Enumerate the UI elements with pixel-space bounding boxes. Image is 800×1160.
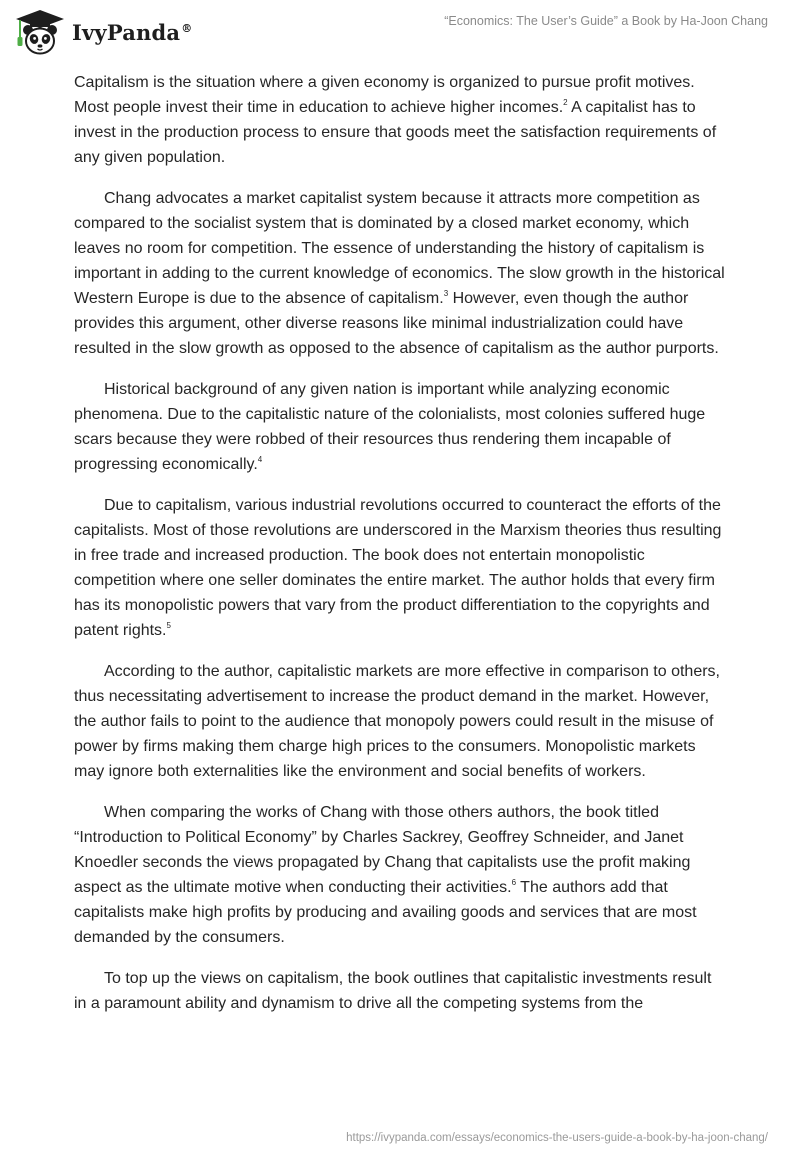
paragraph: Historical background of any given nation is important while analyzing economic phenomena. Due to the capitalistic nature of the colonialists, most colonies suffered huge scars because they were robbed of their resources thus rendering them incapable of progressing economically.$^4$ (74, 381, 706, 473)
paragraph: Due to capitalism, various industrial revolutions occurred to counteract the efforts of the capitalists. Most of those revolutions are underscored in the Marxism theories thus resulting in free trade and increased production. The book does not entertain monopolistic competition where one seller dominates the entire market. The author holds that every firm has its monopolistic powers that vary from the product differentiation to the copyrights and patent rights.$^5$ (74, 497, 722, 639)
source-url-link[interactable]: https://ivypanda.com/essays/economics-the-users-guide-a-book-by-ha-joon-chang/ (346, 1132, 768, 1144)
paragraph: Capitalism is the situation where a given economy is organized to pursue profit motives. Most people invest their time in education to achieve higher incomes.$^2$ A capitalist has to invest in the production process to ensure that goods meet the satisfaction requirements of any given population. (74, 74, 717, 166)
footnote-ref: 6 (511, 878, 517, 887)
logo-wordmark: IvyPanda® (72, 19, 193, 45)
footnote-ref: 2 (563, 98, 568, 107)
paragraph: When comparing the works of Chang with those others authors, the book titled “Introduction to Political Economy” by Charles Sackrey, Geoffrey Schneider, and Janet Knoedler seconds the views propagated by Chang that capitalists use the profit making aspect as the ultimate motive when conducting their activities.$^6$ The authors add that capitalists make high profits by producing and availing goods and services that are most demanded by the consumers. (74, 804, 697, 946)
ivypanda-logo[interactable] (14, 8, 192, 56)
footnote-ref: 3 (443, 289, 449, 298)
footnote-ref: 5 (166, 621, 171, 630)
panda-graduate-icon (14, 8, 66, 56)
footnote-ref: 4 (257, 455, 263, 464)
paragraph: To top up the views on capitalism, the book outlines that capitalistic investments result in a paramount ability and dynamism to drive all the competing systems from the (74, 970, 712, 1012)
essay-body (74, 70, 726, 1032)
paragraph: According to the author, capitalistic markets are more effective in comparison to others, thus necessitating advertisement to increase the product demand in the market. However, the author fails to point to the audience that monopoly powers could result in the misuse of power by firms making them charge high prices to the consumers. Monopolistic markets may ignore both externalities like the environment and social benefits of workers. (74, 663, 720, 780)
paragraph: Chang advocates a market capitalist system because it attracts more competition as compared to the socialist system that is dominated by a closed market economy, which leaves no room for competition. The essence of understanding the history of capitalism is important in adding to the current knowledge of economics. The slow growth in the historical Western Europe is due to the absence of capitalism.$^3$ However, even though the author provides this argument, other diverse reasons like minimal industrialization could have resulted in the slow growth as opposed to the absence of capitalism as the author purports. (74, 190, 725, 357)
document-title: “Economics: The User’s Guide” a Book by Ha-Joon Chang (444, 14, 768, 28)
page-header (0, 0, 800, 62)
